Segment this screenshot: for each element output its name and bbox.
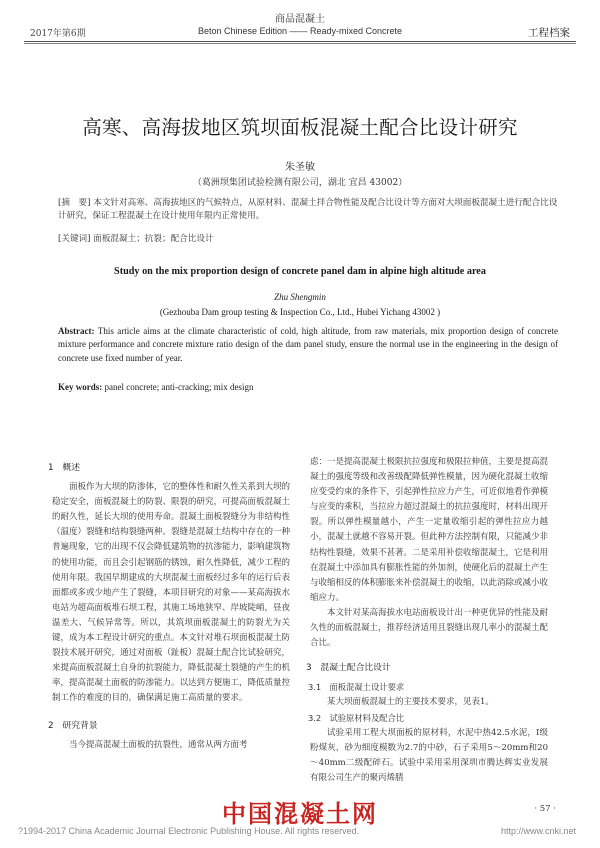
page-number: · 57 · bbox=[534, 804, 556, 814]
header-rule-thin bbox=[24, 43, 576, 44]
affiliation-en: (Gezhouba Dam group testing & Inspection Co., Ltd., Hubei Yichang 43002 ) bbox=[159, 307, 441, 317]
edition-label: Beton Chinese Edition —— Ready-mixed Concrete bbox=[197, 26, 403, 36]
keywords-cn-label: [关键词] bbox=[58, 234, 91, 244]
abstract-en-text: This article aims at the climate characteristic of cold, high altitude, from raw materials, mix proportion design of concrete mixture performance and concrete mixture ratio design of the dam panel study, ensure the normal use in the engineering in the design of concrete use fixed number of year. bbox=[58, 326, 558, 363]
footer-url: http://www.cnki.net bbox=[500, 826, 576, 836]
subsection-heading-3-2: 3.2 试验原材料及配合比 bbox=[308, 712, 405, 723]
body-paragraph: 某大坝面板混凝土的主要技术要求，见表1。 bbox=[327, 697, 494, 708]
header-rule bbox=[24, 41, 576, 42]
journal-name: 商品混凝土 bbox=[275, 14, 325, 25]
subsection-heading-3-1: 3.1 面板混凝土设计要求 bbox=[308, 682, 405, 693]
abstract-cn-text: 本文针对高寒、高海拔地区的气候特点，从原材料、混凝土拌合物性能及配合比设计等方面对大坝面板混凝土进行配合比设计研究，保证工程混凝土在设计使用年限内正常使用。 bbox=[58, 198, 558, 222]
body-paragraph: 面板作为大坝的防渗体，它的整体性和耐久性关系到大坝的稳定安全，面板混凝土的防裂、限裂的研究，可提高面板混凝土的耐久性，延长大坝的使用寿命。混凝土面板裂缝分为非结构性（温度）裂缝和结构裂缝两种。裂缝是混凝土结构中存在的一种普遍现象，它的出现不仅会降低建筑物的抗渗能力，影响建筑物的使用功能，而且会引起钢筋的锈蚀，耐久性降低，减少工程的使用年限。我国早期建成的大坝混凝土面板经过多年的运行后表面都或多或少地产生了裂缝，本项目研究的对象——某高海拔水电站为超高面板堆石坝工程，其施工场地狭窄、岸坡陡峭，昼夜温差大、气候异常等。所以，其筑坝面板混凝土的防裂尤为关键，成为本工程设计研究的重点。本文针对堆石坝面板混凝土防裂技术展开研究，通过对面板（趾板）混凝土配合比试验研究，来提高面板混凝土自身的抗裂能力，降低混凝土裂缝的产生的机率，提高混凝土面板的防渗能力。以达到方便施工，降低质量控制工作的难度的目的，确保满足施工高质量的要求。 bbox=[52, 482, 291, 704]
left-column bbox=[48, 455, 291, 753]
section-heading-2: 2 研究背景 bbox=[48, 720, 98, 731]
copyright-footer: ?1994-2017 China Academic Journal Electronic Publishing House. All rights reserved. bbox=[18, 826, 360, 836]
keywords-en bbox=[58, 381, 558, 394]
author-en: Zhu Shengmin bbox=[274, 292, 326, 302]
section-heading-1: 1 概述 bbox=[48, 463, 80, 473]
keywords-en-text: panel concrete; anti-cracking; mix design bbox=[104, 382, 254, 392]
abstract-cn-label: [摘 要] bbox=[58, 198, 91, 208]
affiliation-cn: （葛洲坝集团试验检测有限公司，湖北 宜昌 43002） bbox=[192, 178, 408, 188]
watermark: 中国混凝土网 bbox=[222, 800, 378, 828]
keywords-cn-text: 面板混凝土；抗裂；配合比设计 bbox=[93, 234, 214, 244]
author-cn: 朱圣敏 bbox=[285, 162, 315, 173]
body-paragraph: 虑：一是提高混凝土极限抗拉强度和极限拉伸值，主要是提高混凝土的强度等级和改善级配降低弹性模量，因为硬化混凝土收缩应变受约束的条件下，引起弹性拉应力产生，可近似地看作弹模与应变的乘积，当拉应力超过混凝土的抗拉强度时，材料出现开裂。所以弹性模量越小，产生一定量收缩引起的弹性拉应力越小，混凝土就越不容易开裂。但此种方法控制有限，只能减少非结构性裂缝，效果不甚著。二是采用补偿收缩混凝土，它是利用在混凝土中添加具有膨胀性能的外加剂，使硬化后的混凝土产生与收缩相反的体积膨胀来补偿混凝土的收缩，以此消除或减小收缩应力。 bbox=[310, 457, 549, 603]
abstract-en-label: Abstract: bbox=[58, 326, 95, 336]
body-paragraph: 当今提高混凝土面板的抗裂性，通常从两方面考 bbox=[69, 739, 248, 750]
section-heading-3: 3 混凝土配合比设计 bbox=[306, 663, 391, 674]
keywords-en-label: Key words: bbox=[58, 382, 103, 392]
abstract-cn bbox=[58, 197, 558, 224]
keywords-cn bbox=[58, 233, 558, 246]
body-paragraph: 本文针对某高海拔水电站面板设计出一种更优异的性能及耐久性的面板混凝土，推荐经济适用且裂缝出现几率小的混凝土配合比。 bbox=[310, 607, 549, 649]
abstract-en bbox=[58, 325, 558, 365]
paper-title-cn: 高寒、高海拔地区筑坝面板混凝土配合比设计研究 bbox=[82, 116, 518, 139]
paper-title-en: Study on the mix proportion design of concrete panel dam in alpine high altitude area bbox=[114, 266, 486, 277]
right-column bbox=[306, 455, 549, 786]
issue-label: 2017年第6期 bbox=[30, 29, 86, 39]
body-paragraph: 试验采用工程大坝面板的原材料，水泥中热42.5水泥，Ⅰ级粉煤灰，砂为细度模数为2.7的中砂，石子采用5～20mm和20～40mm二级配碎石。试验中采用采用深圳市腾达辉实业发展有限公司生产的聚丙烯腈 bbox=[310, 727, 548, 783]
column-label: 工程档案 bbox=[528, 27, 570, 39]
